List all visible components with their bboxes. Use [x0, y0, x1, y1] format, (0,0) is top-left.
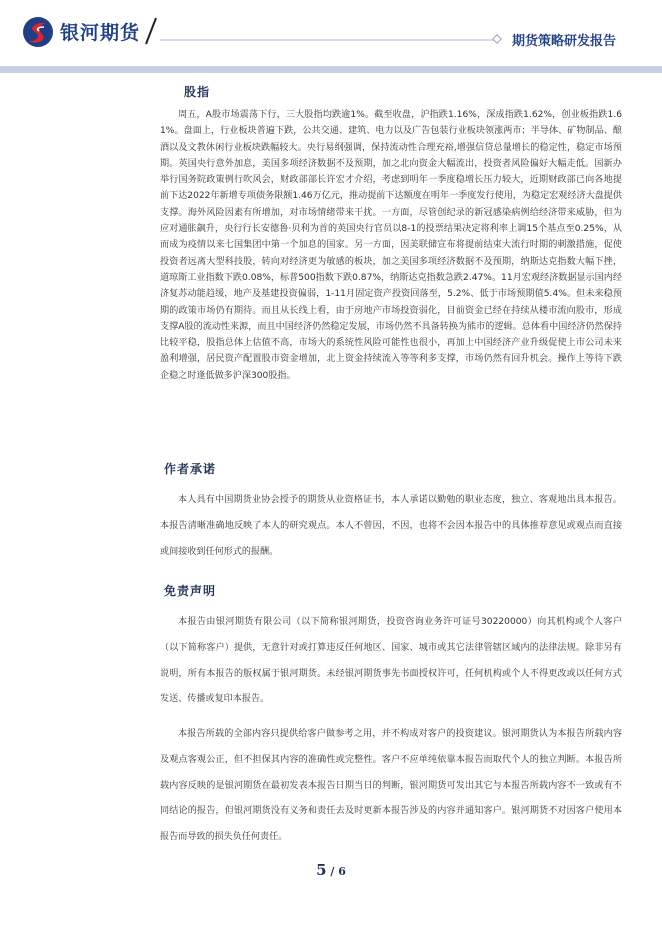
disclaimer-paragraph-2: 本报告所载的全部内容只提供给客户做参考之用，并不构成对客户的投资建议。银河期货认为本报告所载内容及观点客观公正，但不担保其内容的准确性或完整性。客户不应单纯依靠本报告而取代个人的独立判断。本报告所载内容反映的是银河期货在最初发表本报告日期当日的判断，银河期货可发出其它与本报告所载内容不一致或有不同结论的报告，但银河期货没有义务和责任去及时更新本报告涉及的内容并通知客户。银河期货不对因客户使用本报告而导致的损失负任何责任。 — [160, 729, 622, 843]
commitment-paragraph: 本人具有中国期货业协会授予的期货从业资格证书，本人承诺以勤勉的职业态度，独立、客观地出具本报告。本报告清晰准确地反映了本人的研究观点。本人不曾因，不因，也将不会因本报告中的具体推荐意见或观点而直接或间接收到任何形式的报酬。 — [160, 495, 622, 557]
page-header — [0, 0, 662, 68]
page-total: 6 — [338, 865, 346, 878]
report-type-label: 期货策略研发报告 — [511, 34, 616, 49]
slash-divider-icon — [140, 14, 162, 48]
commitment-section-title: 作者承诺 — [164, 462, 217, 476]
page-separator: / — [326, 865, 339, 878]
page-number — [0, 860, 662, 879]
disclaimer-paragraph-1: 本报告由银河期货有限公司（以下简称银河期货，投资咨询业务许可证号30220000）向其机构或个人客户（以下简称客户）提供，无意针对或打算违反任何地区、国家、城市或其它法律管辖区域内的法律法规。除非另有说明，所有本报告的版权属于银河期货。未经银河期货事先书面授权许可，任何机构或个人不得更改或以任何方式发送、传播或复印本报告。 — [160, 617, 622, 705]
disclaimer-section-title: 免责声明 — [164, 584, 217, 598]
market-section-title: 股指 — [184, 85, 211, 99]
market-analysis-paragraph: 周五，A股市场震荡下行，三大股指均跌逾1%。截至收盘，沪指跌1.16%，深成指跌1.62%，创业板指跌1.61%。盘面上，行业板块普遍下跌，公共交通、建筑、电力以及广告包装行业板块领涨两市；半导体、矿物制品、酿酒以及文教休闲行业板块跌幅较大。央行易纲强调，保持流动性合理充裕,增强信贷总量增长的稳定性，稳定市场预期。英国央行意外加息，美国多项经济数据不及预期，加之北向资金大幅流出，投资者风险偏好大幅走低。国新办举行国务院政策例行吹风会，财政部部长许宏才介绍，考虑到明年一季度稳增长压力较大，近期财政部已向各地提前下达2022年新增专项债务限额1.46万亿元，推动提前下达额度在明年一季度发行使用，为稳定宏观经济大盘提供支撑。海外风险因素有所增加，对市场情绪带来干扰。一方面，尽管创纪录的新冠感染病例给经济带来威胁，但为应对通胀飙升，央行行长安德鲁·贝利为首的英国央行官员以8-1的投票结果决定将利率上调15个基点至0.25%，从而成为疫情以来七国集团中第一个加息的国家。另一方面，因美联储宣布将提前结束大流行时期的刺激措施，促使投资者远离大型科技股，转向对经济更为敏感的板块，加之美国多项经济数据不及预期，纳斯达克指数大幅下挫，道琼斯工业指数下跌0.08%，标普500指数下跌0.87%，纳斯达克指数急跌2.47%。11月宏观经济数据显示国内经济复苏动能趋缓，地产及基建投资偏弱，1-11月固定资产投资回落至，5.2%、低于市场预期值5.4%。但未来稳预期的政策市场仍有期待。而且从长线上看，由于房地产市场投资弱化，目前资金已经在持续从楼市流向股市，形成支撑A股的流动性来源，而且中国经济仍然稳定发展，市场仍然不具备转换为熊市的逻辑。总体看中国经济仍然保持比较平稳，股指总体上估值不高，市场大的系统性风险可能性也很小，再加上中国经济产业升级促使上市公司未来盈利增强，居民资产配置股市资金增加，北上资金持续流入等等利多支撑，市场仍然有回升机会。操作上等待下跌企稳之时逢低做多沪深300股指。 — [160, 110, 622, 381]
header-decorative-line — [160, 34, 560, 46]
galaxy-logo-icon — [22, 16, 54, 48]
page-current: 5 — [316, 861, 327, 879]
brand-name: 银河期货 — [60, 22, 141, 44]
header-color-bar — [0, 66, 662, 73]
